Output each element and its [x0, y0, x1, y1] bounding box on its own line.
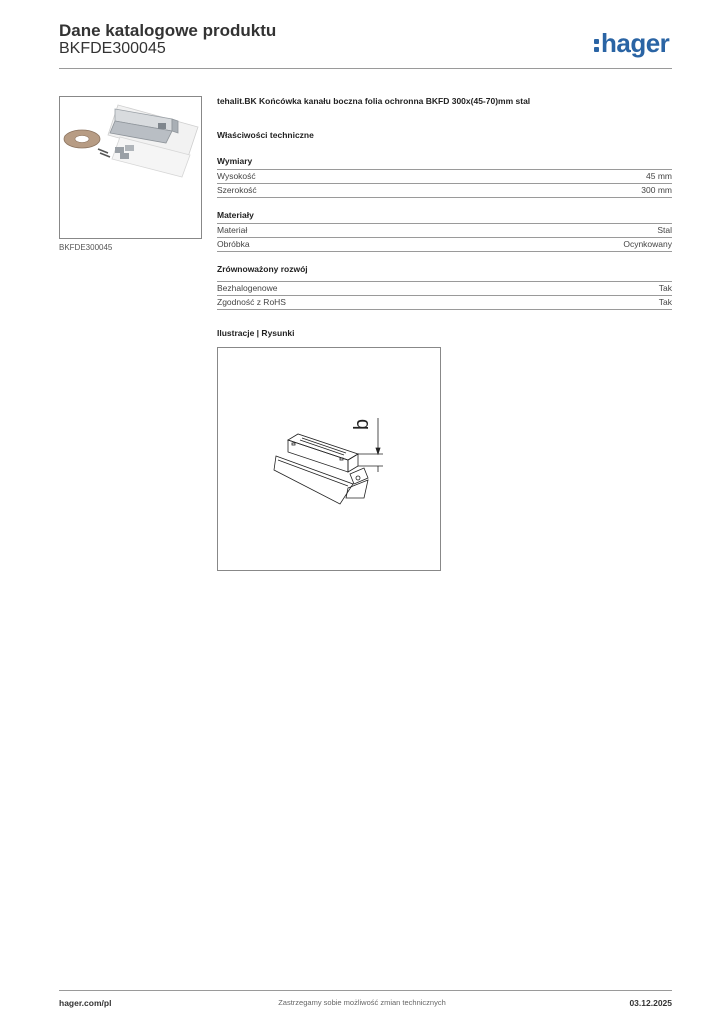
property-name: Wysokość	[217, 171, 256, 181]
property-name: Bezhalogenowe	[217, 283, 278, 293]
property-value: Stal	[657, 225, 672, 235]
property-value: 300 mm	[641, 185, 672, 195]
footer-website-link[interactable]: hager.com/pl	[59, 998, 112, 1008]
illustrations-heading: Ilustracje | Rysunki	[217, 328, 295, 338]
footer-divider	[59, 990, 672, 991]
logo-colon-icon	[593, 34, 600, 52]
property-row-material	[217, 223, 672, 237]
property-name: Materiał	[217, 225, 248, 235]
product-photo-icon	[60, 97, 201, 238]
property-value: Ocynkowany	[623, 239, 672, 249]
group-title-materials: Materiały	[217, 210, 254, 220]
property-value: Tak	[658, 297, 672, 307]
drawing-icon	[218, 348, 440, 570]
property-name: Zgodność z RoHS	[217, 297, 286, 307]
property-value: 45 mm	[646, 171, 672, 181]
product-image-caption: BKFDE300045	[59, 243, 113, 252]
property-value: Tak	[658, 283, 672, 293]
product-image	[59, 96, 202, 239]
group-title-sustainability: Zrównoważony rozwój	[217, 264, 308, 274]
page-title: Dane katalogowe produktu	[59, 21, 277, 40]
group-title-dimensions: Wymiary	[217, 156, 253, 166]
footer-date: 03.12.2025	[629, 998, 672, 1008]
property-row-halogen-free	[217, 281, 672, 295]
header-divider	[59, 68, 672, 69]
property-row-height	[217, 169, 672, 183]
product-name: tehalit.BK Końcówka kanału boczna folia ochronna BKFD 300x(45-70)mm stal	[217, 96, 531, 106]
property-row-finish	[217, 237, 672, 252]
property-name: Obróbka	[217, 239, 250, 249]
property-name: Szerokość	[217, 185, 257, 195]
product-code: BKFDE300045	[59, 40, 166, 57]
footer-disclaimer: Zastrzegamy sobie możliwość zmian technicznych	[278, 998, 446, 1007]
dimension-label: b	[351, 418, 373, 430]
logo-text: hager	[601, 28, 670, 58]
technical-drawing	[217, 347, 441, 571]
property-row-width	[217, 183, 672, 198]
tech-properties-heading: Właściwości techniczne	[217, 130, 314, 140]
property-row-rohs	[217, 295, 672, 310]
hager-logo	[593, 28, 669, 59]
